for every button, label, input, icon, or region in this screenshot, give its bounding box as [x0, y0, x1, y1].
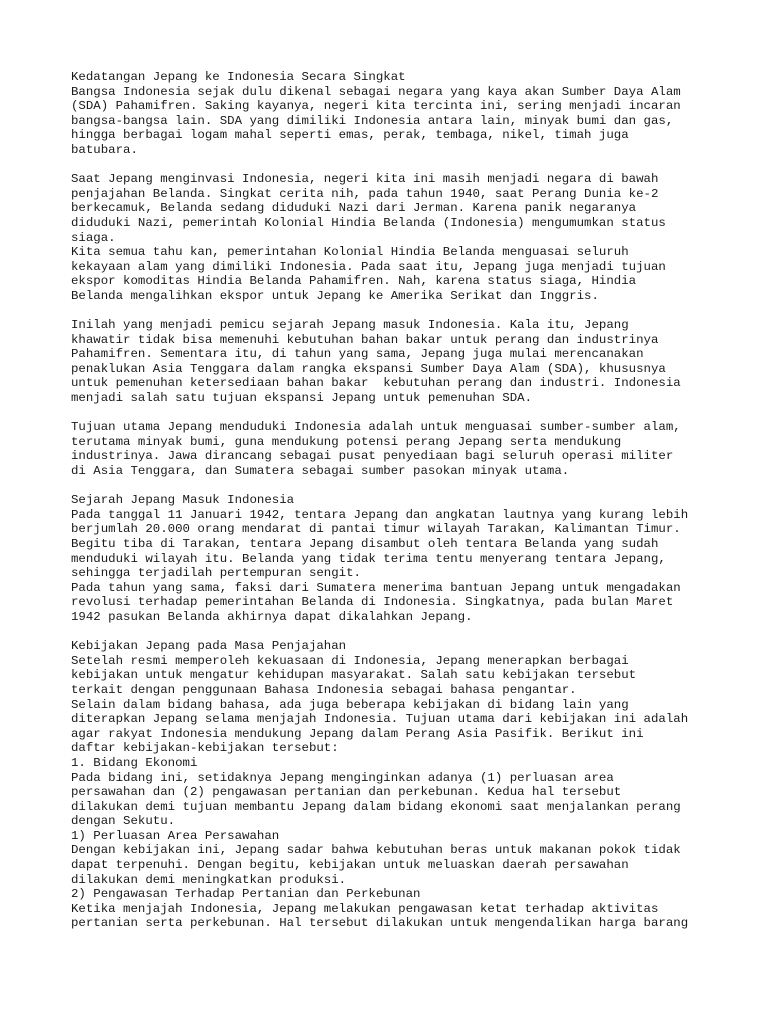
text-line: diterapkan Jepang selama menjajah Indonesia. Tujuan utama dari kebijakan ini adalah: [71, 712, 689, 727]
text-line: dilakukan demi tujuan membantu Jepang dalam bidang ekonomi saat menjalankan perang: [71, 799, 681, 814]
paragraph-2: [71, 172, 711, 303]
text-line: khawatir tidak bisa memenuhi kebutuhan bahan bakar untuk perang dan industrinya: [71, 332, 659, 347]
text-line: sehingga terjadilah pertempuran sengit.: [71, 566, 361, 581]
text-line: Sejarah Jepang Masuk Indonesia: [71, 493, 295, 508]
paragraph-gap: [71, 158, 711, 173]
text-line: dengan Sekutu.: [71, 814, 176, 829]
paragraph-gap: [71, 625, 711, 640]
text-line: kekayaan alam yang dimiliki Indonesia. Pada saat itu, Jepang juga menjadi tujuan: [71, 259, 666, 274]
text-line: Belanda mengalihkan ekspor untuk Jepang ke Amerika Serikat dan Inggris.: [71, 288, 599, 303]
text-line: terutama minyak bumi, guna mendukung potensi perang Jepang serta mendukung: [71, 434, 622, 449]
text-line: Begitu tiba di Tarakan, tentara Jepang disambut oleh tentara Belanda yang sudah: [71, 537, 659, 551]
text-line: terkait dengan penggunaan Bahasa Indonesia sebagai bahasa pengantar.: [71, 682, 577, 697]
text-line: Kebijakan Jepang pada Masa Penjajahan: [71, 639, 347, 654]
text-line: diduduki Nazi, pemerintah Kolonial Hindia Belanda (Indonesia) mengumumkan status: [71, 215, 666, 230]
text-line: Pada tahun yang sama, faksi dari Sumatera menerima bantuan Jepang untuk mengadakan: [71, 580, 681, 595]
text-line: bangsa-bangsa lain. SDA yang dimiliki Indonesia antara lain, minyak bumi dan gas,: [71, 113, 674, 128]
text-line: daftar kebijakan-kebijakan tersebut:: [71, 741, 339, 756]
paragraph-4: [71, 420, 711, 478]
text-line: Dengan kebijakan ini, Jepang sadar bahwa kebutuhan beras untuk makanan pokok tidak: [71, 843, 681, 858]
text-line: Inilah yang menjadi pemicu sejarah Jepang masuk Indonesia. Kala itu, Jepang: [71, 318, 629, 333]
document-page: [71, 70, 711, 931]
text-line: industrinya. Jawa dirancang sebagai pusat penyediaan bagi seluruh operasi militer: [71, 449, 674, 464]
text-line: 1942 pasukan Belanda akhirnya dapat dikalahkan Jepang.: [71, 609, 473, 624]
text-line: persawahan dan (2) pengawasan pertanian dan perkebunan. Kedua hal tersebut: [71, 785, 622, 800]
text-line: berkecamuk, Belanda sedang diduduki Nazi dari Jerman. Karena panik negaranya: [71, 201, 637, 216]
text-line: 1) Perluasan Area Persawahan: [71, 828, 280, 843]
text-line: Setelah resmi memperoleh kekuasaan di Indonesia, Jepang menerapkan berbagai: [71, 653, 629, 668]
text-line: Tujuan utama Jepang menduduki Indonesia adalah untuk menguasai sumber-sumber alam,: [71, 420, 681, 435]
text-line: siaga.: [71, 230, 116, 245]
text-line: pertanian serta perkebunan. Hal tersebut dilakukan untuk mengendalikan harga barang: [71, 916, 689, 931]
text-line: (SDA) Pahamifren. Saking kayanya, negeri kita tercinta ini, sering menjadi incaran: [71, 99, 681, 114]
text-line: 2) Pengawasan Terhadap Pertanian dan Perkebunan: [71, 887, 421, 902]
text-line: revolusi terhadap pemerintahan Belanda di Indonesia. Singkatnya, pada bulan Maret: [71, 595, 674, 610]
text-line: dapat terpenuhi. Dengan begitu, kebijakan untuk meluaskan daerah persawahan: [71, 858, 629, 873]
text-line: Pada tanggal 11 Januari 1942, tentara Jepang dan angkatan lautnya yang kurang lebih: [71, 507, 689, 522]
paragraph-3: [71, 318, 711, 406]
text-line: hingga berbagai logam mahal seperti emas, perak, tembaga, nikel, timah juga: [71, 128, 629, 143]
text-line: menduduki wilayah itu. Belanda yang tidak terima tentu menyerang tentara Jepang,: [71, 551, 666, 566]
text-line: di Asia Tenggara, dan Sumatera sebagai sumber pasokan minyak utama.: [71, 464, 570, 479]
paragraph-1: [71, 70, 711, 158]
text-line: 1. Bidang Ekonomi: [71, 755, 198, 770]
text-line: Saat Jepang menginvasi Indonesia, negeri kita ini masih menjadi negara di bawah: [71, 172, 659, 187]
text-line: Selain dalam bidang bahasa, ada juga beberapa kebijakan di bidang lain yang: [71, 697, 629, 712]
text-line: Pada bidang ini, setidaknya Jepang menginginkan adanya (1) perluasan area: [71, 770, 614, 785]
paragraph-6: [71, 639, 711, 931]
text-line: agar rakyat Indonesia mendukung Jepang dalam Perang Asia Pasifik. Berikut ini: [71, 726, 644, 741]
paragraph-gap: [71, 479, 711, 494]
text-line: untuk pemenuhan ketersediaan bahan bakar kebutuhan perang dan industri. Indonesia: [71, 376, 681, 391]
paragraph-gap: [71, 304, 711, 319]
text-line: penjajahan Belanda. Singkat cerita nih, pada tahun 1940, saat Perang Dunia ke-2: [71, 186, 659, 201]
text-line: Kita semua tahu kan, pemerintahan Kolonial Hindia Belanda menguasai seluruh: [71, 245, 629, 260]
text-line: batubara.: [71, 142, 138, 157]
text-line: Pahamifren. Sementara itu, di tahun yang sama, Jepang juga mulai merencanakan: [71, 347, 644, 362]
text-line: menjadi salah satu tujuan ekspansi Jepang untuk pemenuhan SDA.: [71, 391, 533, 406]
text-line: Ketika menjajah Indonesia, Jepang melakukan pengawasan ketat terhadap aktivitas: [71, 901, 659, 916]
text-line: penaklukan Asia Tenggara dalam rangka ekspansi Sumber Daya Alam (SDA), khususnya: [71, 361, 666, 376]
text-line: ekspor komoditas Hindia Belanda Pahamifren. Nah, karena status siaga, Hindia: [71, 274, 637, 289]
text-line: dilakukan demi meningkatkan produksi.: [71, 872, 347, 887]
text-line: kebijakan untuk mengatur kehidupan masyarakat. Salah satu kebijakan tersebut: [71, 668, 637, 683]
paragraph-gap: [71, 406, 711, 421]
text-line: Bangsa Indonesia sejak dulu dikenal sebagai negara yang kaya akan Sumber Daya Alam: [71, 84, 681, 99]
text-line: Kedatangan Jepang ke Indonesia Secara Singkat: [71, 70, 406, 84]
paragraph-5: [71, 493, 711, 624]
text-line: berjumlah 20.000 orang mendarat di pantai timur wilayah Tarakan, Kalimantan Timur.: [71, 522, 681, 537]
